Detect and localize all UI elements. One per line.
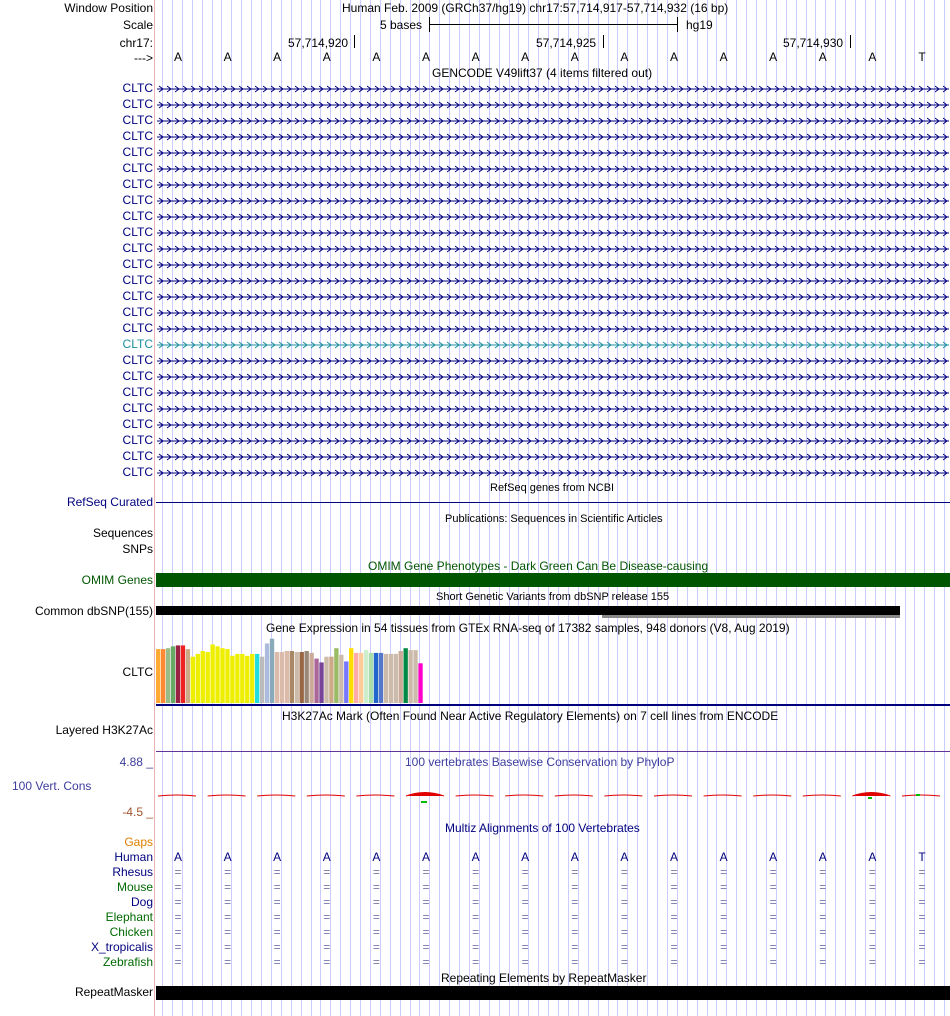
chromosome-label: chr17: [119, 36, 153, 50]
multiz-aligned-base: = [422, 955, 430, 969]
gencode-transcript-strand[interactable] [157, 451, 949, 461]
multiz-species-label[interactable]: Chicken [109, 925, 153, 939]
gencode-transcript-strand[interactable] [157, 467, 949, 477]
gtex-tissue-bar[interactable] [394, 654, 398, 703]
multiz-human-base: A [273, 850, 282, 864]
multiz-human-base: A [173, 850, 182, 864]
multiz-species-label[interactable]: Mouse [116, 880, 153, 894]
strand-direction-label: ---> [134, 51, 153, 65]
multiz-aligned-base: = [273, 910, 281, 924]
multiz-species-label[interactable]: Dog [130, 895, 153, 909]
multiz-aligned-base: = [670, 895, 678, 909]
repeatmasker-track-title[interactable]: Repeating Elements by RepeatMasker [441, 971, 647, 985]
publications-track-title[interactable]: Publications: Sequences in Scientific Articles [445, 513, 663, 525]
multiz-aligned-base: = [224, 895, 232, 909]
multiz-aligned-base: = [521, 910, 529, 924]
omim-track-label[interactable]: OMIM Genes [81, 573, 153, 587]
multiz-aligned-base: = [273, 955, 281, 969]
coord-label-2: 57,714,925 [536, 36, 597, 50]
gtex-tissue-bar[interactable] [404, 648, 408, 703]
gencode-transcript-label[interactable]: CLTC [122, 337, 153, 351]
phylop-score-mark[interactable] [307, 795, 345, 796]
multiz-aligned-base: = [868, 895, 876, 909]
gencode-transcript-strand[interactable] [157, 259, 949, 269]
gtex-tissue-bar[interactable] [186, 649, 190, 703]
gencode-transcript-label[interactable]: CLTC [122, 417, 153, 431]
dbsnp-variant-bar-gray[interactable] [602, 615, 900, 618]
multiz-aligned-base: = [323, 940, 331, 954]
multiz-aligned-base: = [571, 895, 579, 909]
multiz-aligned-base: = [273, 865, 281, 879]
multiz-aligned-base: = [224, 910, 232, 924]
multiz-aligned-base: = [819, 955, 827, 969]
multiz-aligned-base: = [422, 865, 430, 879]
gencode-transcript-label[interactable]: CLTC [122, 321, 153, 335]
multiz-aligned-base: = [323, 910, 331, 924]
multiz-aligned-base: = [323, 880, 331, 894]
base-letter: A [322, 50, 331, 64]
gencode-transcript-label[interactable]: CLTC [122, 369, 153, 383]
multiz-aligned-base: = [224, 940, 232, 954]
phylop-score-mark[interactable] [257, 795, 295, 796]
gtex-tissue-bar[interactable] [314, 659, 318, 703]
gencode-transcript-label[interactable]: CLTC [122, 305, 153, 319]
gencode-transcript-strand[interactable] [157, 99, 949, 109]
gencode-transcript-strand[interactable] [157, 339, 949, 349]
gencode-transcript-label[interactable]: CLTC [122, 161, 153, 175]
multiz-aligned-base: = [273, 925, 281, 939]
gencode-transcript-label[interactable]: CLTC [122, 449, 153, 463]
h3k27ac-track-label[interactable]: Layered H3K27Ac [55, 723, 153, 737]
multiz-aligned-base: = [174, 955, 182, 969]
multiz-aligned-base: = [868, 940, 876, 954]
multiz-aligned-base: = [323, 895, 331, 909]
gtex-tissue-bar[interactable] [354, 653, 358, 703]
multiz-aligned-base: = [769, 895, 777, 909]
gtex-tissue-bar[interactable] [235, 654, 239, 703]
gencode-track-title[interactable]: GENCODE V49lift37 (4 items filtered out) [432, 66, 653, 80]
coord-tick-3 [850, 35, 851, 48]
base-letter: A [273, 50, 282, 64]
omim-gene-bar[interactable] [156, 573, 950, 587]
gtex-tissue-bar[interactable] [364, 650, 368, 703]
multiz-species-label[interactable]: X_tropicalis [90, 940, 153, 954]
multiz-aligned-base: = [868, 925, 876, 939]
multiz-aligned-base: = [819, 865, 827, 879]
phylop-positive-mark[interactable] [868, 797, 872, 799]
multiz-human-base: A [570, 850, 579, 864]
multiz-aligned-base: = [620, 955, 628, 969]
multiz-aligned-base: = [472, 940, 480, 954]
phylop-score-mark[interactable] [158, 795, 196, 796]
scale-label: Scale [122, 18, 153, 32]
multiz-aligned-base: = [521, 940, 529, 954]
gencode-transcript-strand[interactable] [157, 163, 949, 173]
phylop-score-mark[interactable] [208, 795, 246, 796]
multiz-aligned-base: = [620, 925, 628, 939]
gtex-tissue-bar[interactable] [225, 649, 229, 703]
phylop-min-label: -4.5 _ [122, 805, 153, 819]
multiz-aligned-base: = [521, 895, 529, 909]
gencode-transcript-label[interactable]: CLTC [122, 129, 153, 143]
multiz-human-base: A [521, 850, 530, 864]
multiz-aligned-base: = [323, 865, 331, 879]
multiz-aligned-base: = [819, 880, 827, 894]
multiz-aligned-base: = [720, 925, 728, 939]
base-letter: A [521, 50, 530, 64]
gencode-transcript-strand[interactable] [157, 227, 949, 237]
multiz-aligned-base: = [422, 910, 430, 924]
base-letter: A [471, 50, 480, 64]
multiz-aligned-base: = [372, 925, 380, 939]
multiz-aligned-base: = [571, 940, 579, 954]
refseq-track-label[interactable]: RefSeq Curated [66, 495, 153, 509]
multiz-human-base: T [918, 850, 926, 864]
gencode-transcript-strand[interactable] [157, 83, 949, 93]
base-letter: A [570, 50, 579, 64]
multiz-aligned-base: = [224, 865, 232, 879]
multiz-aligned-base: = [521, 880, 529, 894]
repeatmasker-element-bar[interactable] [156, 986, 950, 1000]
gtex-tissue-bar[interactable] [275, 652, 279, 703]
multiz-aligned-base: = [224, 955, 232, 969]
multiz-aligned-base: = [620, 895, 628, 909]
multiz-human-base: A [769, 850, 778, 864]
multiz-aligned-base: = [918, 955, 926, 969]
gtex-tissue-bar[interactable] [206, 652, 210, 703]
base-letter: T [918, 50, 926, 64]
multiz-aligned-base: = [372, 940, 380, 954]
multiz-aligned-base: = [472, 895, 480, 909]
multiz-aligned-base: = [571, 880, 579, 894]
multiz-human-base: A [818, 850, 827, 864]
gtex-track-title[interactable]: Gene Expression in 54 tissues from GTEx RNA-seq of 17382 samples, 948 donors (V8, Aug 2019) [266, 621, 790, 635]
multiz-aligned-base: = [918, 895, 926, 909]
multiz-aligned-base: = [670, 910, 678, 924]
coord-tick-1 [354, 35, 355, 48]
scale-assembly: hg19 [686, 18, 713, 32]
gencode-transcript-strand[interactable] [157, 403, 949, 413]
gtex-tissue-bar[interactable] [245, 656, 249, 703]
window-position-value: Human Feb. 2009 (GRCh37/hg19) chr17:57,714,917-57,714,932 (16 bp) [342, 1, 729, 15]
base-letter: A [669, 50, 678, 64]
multiz-aligned-base: = [769, 865, 777, 879]
multiz-aligned-base: = [819, 940, 827, 954]
multiz-aligned-base: = [868, 955, 876, 969]
multiz-aligned-base: = [224, 925, 232, 939]
gencode-transcript-strand[interactable] [157, 195, 949, 205]
gencode-transcript-strand[interactable] [157, 307, 949, 317]
multiz-aligned-base: = [472, 880, 480, 894]
h3k27ac-track-line [156, 751, 950, 752]
multiz-human-base: A [719, 850, 728, 864]
multiz-aligned-base: = [670, 925, 678, 939]
gtex-tissue-bar[interactable] [156, 649, 160, 703]
dbsnp-track-label[interactable]: Common dbSNP(155) [34, 604, 153, 618]
scale-bar-left-tick [429, 17, 430, 32]
multiz-aligned-base: = [868, 880, 876, 894]
publications-sequences-label[interactable]: Sequences [92, 526, 153, 540]
gtex-tissue-bar[interactable] [196, 654, 200, 703]
multiz-human-base: A [620, 850, 629, 864]
multiz-human-base: A [372, 850, 381, 864]
multiz-aligned-base: = [918, 880, 926, 894]
multiz-aligned-base: = [620, 940, 628, 954]
multiz-aligned-base: = [472, 910, 480, 924]
gencode-transcript-label[interactable]: CLTC [122, 353, 153, 367]
gtex-tissue-bar[interactable] [176, 645, 180, 703]
multiz-aligned-base: = [472, 955, 480, 969]
multiz-aligned-base: = [571, 865, 579, 879]
gtex-tissue-bar[interactable] [384, 654, 388, 703]
gencode-transcript-strand[interactable] [157, 275, 949, 285]
phylop-positive-mark[interactable] [916, 794, 920, 796]
base-letter: A [818, 50, 827, 64]
scale-bar-right-tick [677, 17, 678, 32]
multiz-human-base: A [868, 850, 877, 864]
multiz-aligned-base: = [720, 865, 728, 879]
multiz-aligned-base: = [868, 910, 876, 924]
multiz-aligned-base: = [620, 910, 628, 924]
gencode-transcript-strand[interactable] [157, 211, 949, 221]
track-left-border [154, 0, 155, 1016]
phylop-track-title[interactable]: 100 vertebrates Basewise Conservation by PhyloP [405, 755, 675, 769]
multiz-aligned-base: = [720, 895, 728, 909]
gencode-transcript-strand[interactable] [157, 179, 949, 189]
gtex-tissue-bar[interactable] [166, 648, 170, 703]
gencode-transcript-label[interactable]: CLTC [122, 225, 153, 239]
multiz-species-label[interactable]: Zebrafish [102, 955, 153, 969]
gtex-tissue-bar[interactable] [255, 654, 259, 703]
gtex-tissue-bar[interactable] [344, 661, 348, 703]
gtex-tissue-bar[interactable] [305, 651, 309, 703]
gencode-transcript-label[interactable]: CLTC [122, 113, 153, 127]
multiz-aligned-base: = [521, 865, 529, 879]
gencode-transcript-strand[interactable] [157, 435, 949, 445]
multiz-aligned-base: = [323, 925, 331, 939]
multiz-aligned-base: = [372, 895, 380, 909]
multiz-aligned-base: = [769, 880, 777, 894]
base-letter: A [372, 50, 381, 64]
gtex-track-baseline [156, 704, 950, 706]
multiz-aligned-base: = [769, 925, 777, 939]
refseq-track-line[interactable] [156, 502, 950, 503]
gencode-transcript-label[interactable]: CLTC [122, 241, 153, 255]
gencode-transcript-strand[interactable] [157, 371, 949, 381]
multiz-gaps-label[interactable]: Gaps [124, 835, 153, 849]
gtex-tissue-bar[interactable] [285, 651, 289, 703]
gtex-tissue-bar[interactable] [334, 648, 338, 703]
multiz-aligned-base: = [174, 865, 182, 879]
multiz-aligned-base: = [273, 880, 281, 894]
refseq-track-title[interactable]: RefSeq genes from NCBI [490, 482, 615, 494]
multiz-aligned-base: = [422, 940, 430, 954]
multiz-human-base: A [223, 850, 232, 864]
base-letter: A [620, 50, 629, 64]
gencode-transcript-label[interactable]: CLTC [122, 193, 153, 207]
multiz-aligned-base: = [372, 955, 380, 969]
multiz-aligned-base: = [620, 880, 628, 894]
gencode-transcript-label[interactable]: CLTC [122, 433, 153, 447]
multiz-aligned-base: = [372, 910, 380, 924]
multiz-aligned-base: = [819, 895, 827, 909]
phylop-score-mark[interactable] [356, 795, 394, 796]
gencode-transcript-strand[interactable] [157, 419, 949, 429]
window-position-label: Window Position [64, 1, 153, 15]
gencode-transcript-strand[interactable] [157, 147, 949, 157]
multiz-aligned-base: = [918, 925, 926, 939]
phylop-max-label: 4.88 _ [119, 755, 153, 769]
multiz-human-base: A [322, 850, 331, 864]
multiz-aligned-base: = [174, 910, 182, 924]
base-letter: A [421, 50, 430, 64]
multiz-aligned-base: = [769, 910, 777, 924]
multiz-aligned-base: = [670, 955, 678, 969]
multiz-human-base: A [421, 850, 430, 864]
coord-tick-2 [603, 35, 604, 48]
gtex-tissue-bar[interactable] [374, 653, 378, 703]
base-letter: A [173, 50, 182, 64]
gencode-transcript-strand[interactable] [157, 115, 949, 125]
multiz-aligned-base: = [372, 880, 380, 894]
multiz-aligned-base: = [422, 925, 430, 939]
multiz-aligned-base: = [918, 910, 926, 924]
base-letter: A [223, 50, 232, 64]
gencode-transcript-label[interactable]: CLTC [122, 465, 153, 479]
multiz-species-label[interactable]: Rhesus [112, 865, 153, 879]
gencode-transcript-label[interactable]: CLTC [122, 209, 153, 223]
gencode-transcript-label[interactable]: CLTC [122, 289, 153, 303]
gencode-transcript-strand[interactable] [157, 323, 949, 333]
gencode-transcript-strand[interactable] [157, 131, 949, 141]
multiz-aligned-base: = [422, 895, 430, 909]
multiz-aligned-base: = [521, 955, 529, 969]
multiz-human-base: A [471, 850, 480, 864]
gencode-transcript-strand[interactable] [157, 243, 949, 253]
multiz-aligned-base: = [720, 955, 728, 969]
gtex-gene-label[interactable]: CLTC [122, 665, 153, 679]
scale-bar [429, 24, 677, 25]
multiz-aligned-base: = [273, 940, 281, 954]
multiz-track-title[interactable]: Multiz Alignments of 100 Vertebrates [445, 821, 640, 835]
multiz-aligned-base: = [174, 880, 182, 894]
gtex-tissue-bar[interactable] [324, 657, 328, 703]
dbsnp-track-title[interactable]: Short Genetic Variants from dbSNP release 155 [436, 591, 670, 603]
omim-track-title[interactable]: OMIM Gene Phenotypes - Dark Green Can Be Disease-causing [368, 559, 709, 573]
gtex-tissue-bar[interactable] [295, 652, 299, 703]
publications-snps-label[interactable]: SNPs [122, 542, 153, 556]
multiz-aligned-base: = [720, 940, 728, 954]
gencode-transcript-strand[interactable] [157, 291, 949, 301]
dbsnp-variant-bar[interactable] [156, 606, 900, 615]
coord-label-1: 57,714,920 [288, 36, 349, 50]
multiz-aligned-base: = [670, 865, 678, 879]
gtex-tissue-bar[interactable] [265, 644, 269, 704]
multiz-aligned-base: = [720, 910, 728, 924]
multiz-aligned-base: = [571, 955, 579, 969]
multiz-aligned-base: = [372, 865, 380, 879]
multiz-aligned-base: = [918, 940, 926, 954]
multiz-human-base: A [669, 850, 678, 864]
multiz-aligned-base: = [720, 880, 728, 894]
gencode-transcript-label[interactable]: CLTC [122, 273, 153, 287]
multiz-aligned-base: = [422, 880, 430, 894]
coord-label-3: 57,714,930 [783, 36, 844, 50]
gencode-transcript-label[interactable]: CLTC [122, 177, 153, 191]
gtex-tissue-bar[interactable] [215, 646, 219, 703]
scale-text: 5 bases [380, 18, 423, 32]
multiz-aligned-base: = [174, 895, 182, 909]
multiz-aligned-base: = [769, 955, 777, 969]
gencode-transcript-strand[interactable] [157, 387, 949, 397]
multiz-aligned-base: = [472, 865, 480, 879]
multiz-aligned-base: = [472, 925, 480, 939]
multiz-species-label[interactable]: Elephant [105, 910, 153, 924]
multiz-aligned-base: = [174, 940, 182, 954]
phylop-positive-mark[interactable] [421, 801, 427, 803]
multiz-aligned-base: = [918, 865, 926, 879]
gencode-transcript-label[interactable]: CLTC [122, 385, 153, 399]
multiz-aligned-base: = [819, 925, 827, 939]
gencode-transcript-label[interactable]: CLTC [122, 81, 153, 95]
multiz-aligned-base: = [620, 865, 628, 879]
multiz-aligned-base: = [819, 910, 827, 924]
multiz-aligned-base: = [670, 880, 678, 894]
gtex-tissue-bar[interactable] [413, 650, 417, 703]
h3k27ac-track-title[interactable]: H3K27Ac Mark (Often Found Near Active Regulatory Elements) on 7 cell lines from ENCODE [282, 709, 779, 723]
multiz-aligned-base: = [323, 955, 331, 969]
gencode-transcript-label[interactable]: CLTC [122, 401, 153, 415]
multiz-aligned-base: = [670, 940, 678, 954]
multiz-species-label[interactable]: Human [114, 850, 153, 864]
multiz-aligned-base: = [868, 865, 876, 879]
base-letter: A [868, 50, 877, 64]
gencode-transcript-label[interactable]: CLTC [122, 97, 153, 111]
multiz-aligned-base: = [571, 925, 579, 939]
phylop-track-label[interactable]: 100 Vert. Cons [12, 779, 92, 793]
multiz-aligned-base: = [224, 880, 232, 894]
gencode-transcript-label[interactable]: CLTC [122, 257, 153, 271]
multiz-aligned-base: = [521, 925, 529, 939]
multiz-aligned-base: = [769, 940, 777, 954]
gencode-transcript-label[interactable]: CLTC [122, 145, 153, 159]
repeatmasker-track-label[interactable]: RepeatMasker [74, 985, 153, 999]
gencode-transcript-strand[interactable] [157, 355, 949, 365]
multiz-aligned-base: = [571, 910, 579, 924]
multiz-aligned-base: = [273, 895, 281, 909]
multiz-aligned-base: = [174, 925, 182, 939]
base-letter: A [769, 50, 778, 64]
base-letter: A [719, 50, 728, 64]
